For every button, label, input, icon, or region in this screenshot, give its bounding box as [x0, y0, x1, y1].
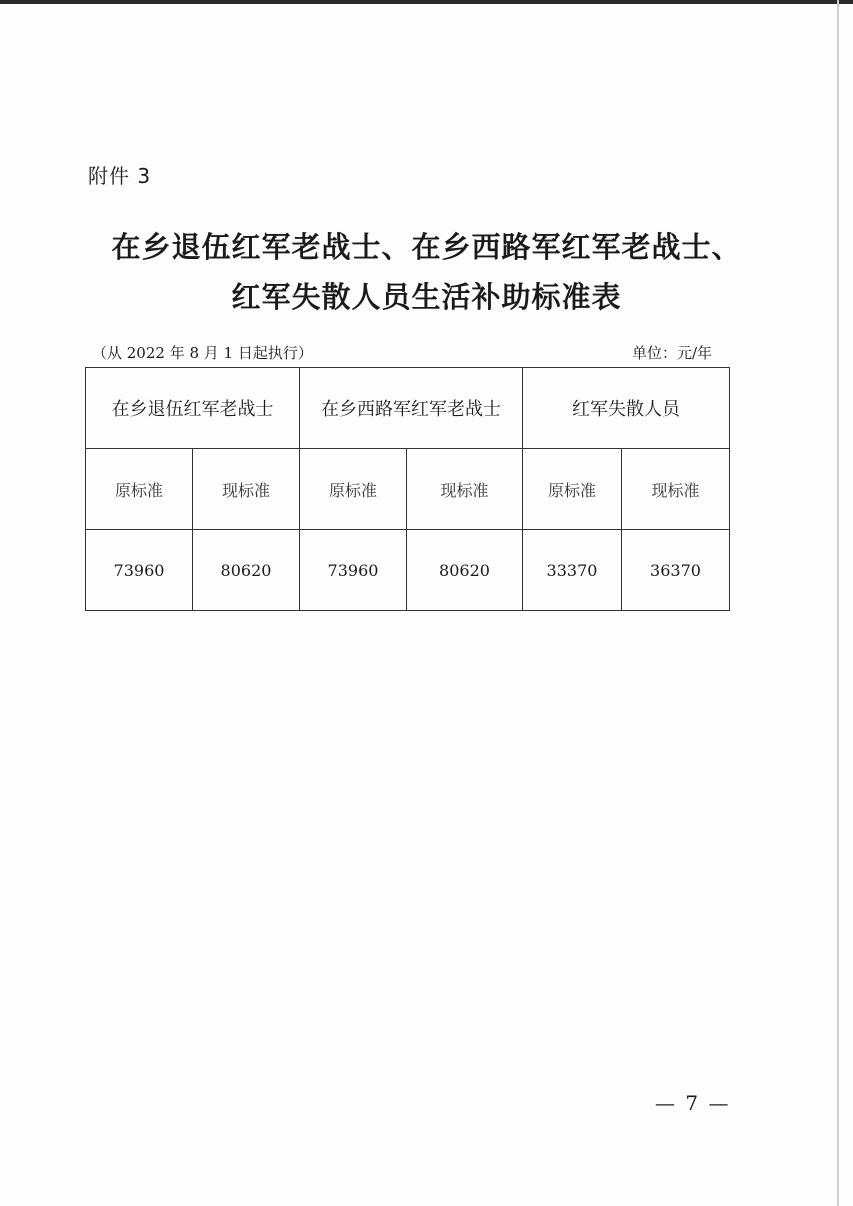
subheader-cell: 现标准 [407, 449, 523, 530]
attachment-label: 附件 3 [88, 164, 152, 188]
group-header-veterans: 在乡退伍红军老战士 [86, 368, 300, 449]
scan-edge-top [0, 0, 853, 4]
title-line-2: 红军失散人员生活补助标准表 [231, 280, 622, 314]
page-number: — 7 — [655, 1091, 731, 1115]
subheader-cell: 原标准 [523, 449, 622, 530]
scan-edge-right [837, 0, 839, 1206]
document-title [0, 222, 853, 322]
subheader-cell: 现标准 [622, 449, 730, 530]
subsidy-standard-table [85, 367, 730, 611]
table-subheader-row [86, 449, 730, 530]
effective-date-note: （从 2022 年 8 月 1 日起执行） [92, 344, 313, 362]
unit-note: 单位：元/年 [631, 344, 712, 362]
group-header-western-route: 在乡西路军红军老战士 [300, 368, 523, 449]
table-meta-row [92, 342, 712, 363]
table-header-row [86, 368, 730, 449]
value-cell: 73960 [300, 530, 407, 611]
subheader-cell: 现标准 [193, 449, 300, 530]
subheader-cell: 原标准 [300, 449, 407, 530]
value-cell: 73960 [86, 530, 193, 611]
value-cell: 36370 [622, 530, 730, 611]
table-row [86, 530, 730, 611]
subheader-cell: 原标准 [86, 449, 193, 530]
value-cell: 80620 [193, 530, 300, 611]
value-cell: 80620 [407, 530, 523, 611]
title-line-1: 在乡退伍红军老战士、在乡西路军红军老战士、 [111, 230, 742, 264]
group-header-dispersed: 红军失散人员 [523, 368, 730, 449]
value-cell: 33370 [523, 530, 622, 611]
